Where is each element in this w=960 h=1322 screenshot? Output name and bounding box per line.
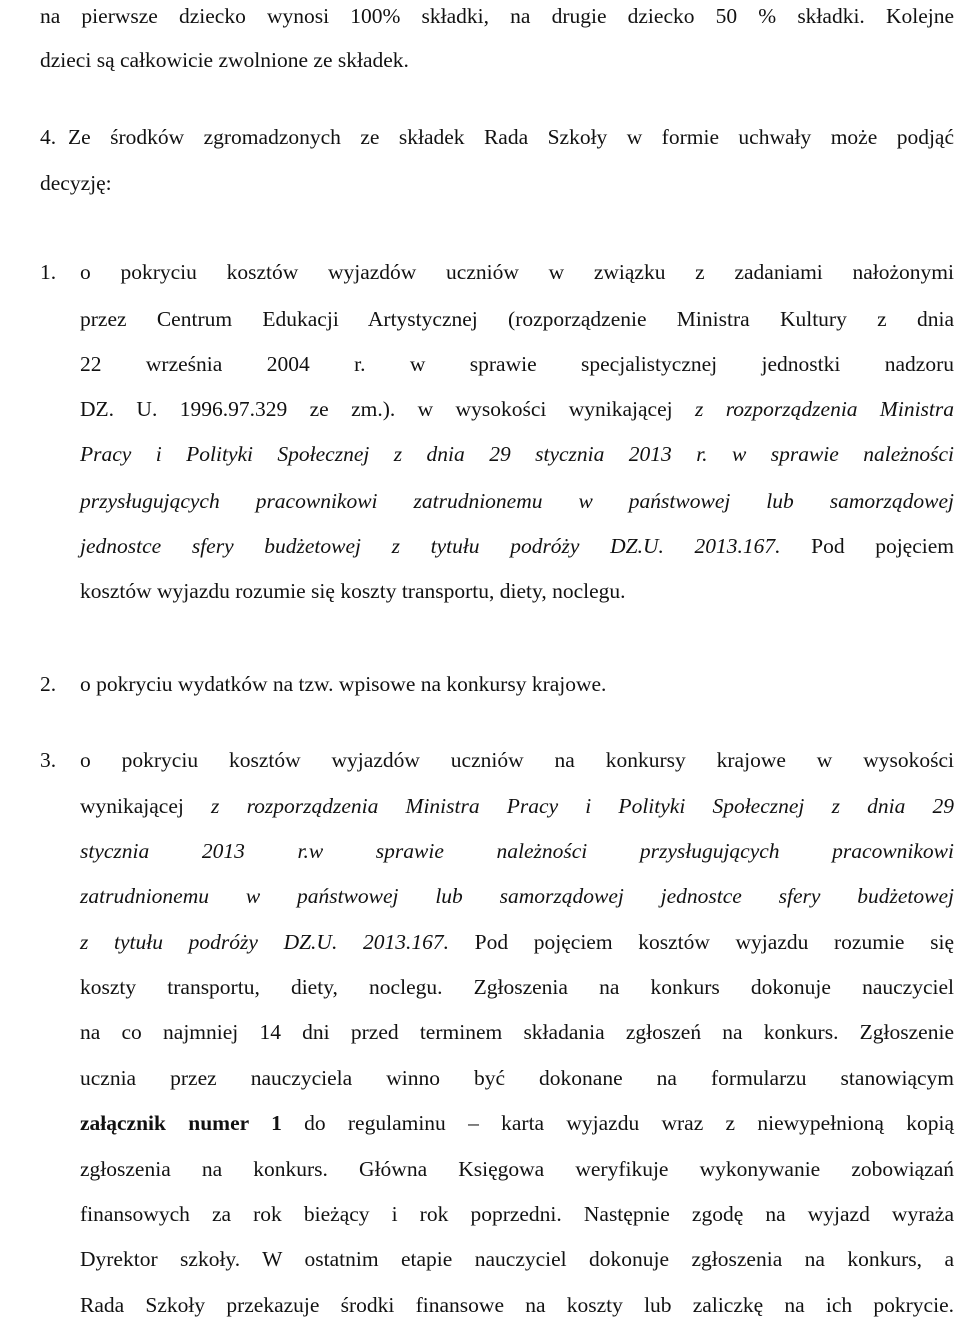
- text-run: Pod pojęciem: [780, 534, 954, 558]
- item-1-line: [80, 536, 954, 558]
- italic-text-run: z tytułu podróży DZ.U. 2013.167.: [80, 930, 449, 954]
- item-1-line: kosztów wyjazdu rozumie się koszty transportu, diety, noclegu.: [80, 579, 626, 603]
- text-run: wynikającej: [80, 794, 212, 818]
- italic-text-run: z rozporządzenia Ministra Pracy i Polityki Społecznej z dnia 29: [211, 794, 955, 818]
- item-1-line: o pokryciu kosztów wyjazdów uczniów w związku z zadaniami nałożonymi: [80, 260, 954, 284]
- italic-text-run: z rozporządzenia Ministra: [694, 397, 954, 421]
- text-run: do regulaminu – karta wyjazdu wraz z niewypełnioną kopią: [281, 1111, 954, 1135]
- item-3-line: ucznia przez nauczyciela winno być dokonane na formularzu stanowiącym: [80, 1066, 954, 1090]
- item-number: 1.: [40, 260, 57, 284]
- point-text: Ze środków zgromadzonych ze składek Rada Szkoły w formie uchwały może podjąć: [68, 125, 954, 149]
- item-3-line: Rada Szkoły przekazuje środki finansowe na koszty lub zaliczkę na ich pokrycie.: [80, 1293, 954, 1317]
- item-2-line: o pokryciu wydatków na tzw. wpisowe na konkursy krajowe.: [80, 672, 607, 696]
- item-1-line: przysługujących pracownikowi zatrudnionemu w państwowej lub samorządowej: [80, 489, 954, 513]
- item-3-line: [80, 796, 954, 818]
- bold-text-run: załącznik numer 1: [80, 1111, 282, 1135]
- item-number: 2.: [40, 672, 57, 696]
- point-4-line: [40, 127, 954, 149]
- item-1-line: 22 września 2004 r. w sprawie specjalistycznej jednostki nadzoru: [80, 352, 954, 376]
- italic-text-run: jednostce sfery budżetowej z tytułu podróży DZ.U. 2013.167.: [80, 534, 781, 558]
- item-1-line: przez Centrum Edukacji Artystycznej (rozporządzenie Ministra Kultury z dnia: [80, 307, 954, 331]
- item-3-line: o pokryciu kosztów wyjazdów uczniów na konkursy krajowe w wysokości: [80, 748, 954, 772]
- paragraph-line: na pierwsze dziecko wynosi 100% składki, na drugie dziecko 50 % składki. Kolejne: [40, 4, 954, 28]
- item-3-line: koszty transportu, diety, noclegu. Zgłoszenia na konkurs dokonuje nauczyciel: [80, 975, 954, 999]
- item-3-line: Dyrektor szkoły. W ostatnim etapie nauczyciel dokonuje zgłoszenia na konkurs, a: [80, 1247, 954, 1271]
- item-3-line: stycznia 2013 r.w sprawie należności przysługujących pracownikowi: [80, 839, 954, 863]
- item-1-line: Pracy i Polityki Społecznej z dnia 29 stycznia 2013 r. w sprawie należności: [80, 442, 954, 466]
- item-3-line: na co najmniej 14 dni przed terminem składania zgłoszeń na konkurs. Zgłoszenie: [80, 1020, 954, 1044]
- paragraph-line: dzieci są całkowicie zwolnione ze składek.: [40, 48, 409, 72]
- item-1-line: [80, 399, 954, 421]
- paragraph-line: decyzję:: [40, 171, 112, 195]
- item-3-line: zatrudnionemu w państwowej lub samorządowej jednostce sfery budżetowej: [80, 884, 954, 908]
- item-3-line: zgłoszenia na konkurs. Główna Księgowa weryfikuje wykonywanie zobowiązań: [80, 1157, 954, 1181]
- text-run: Pod pojęciem kosztów wyjazdu rozumie się: [449, 930, 955, 954]
- item-number: 3.: [40, 748, 57, 772]
- text-run: DZ. U. 1996.97.329 ze zm.). w wysokości wynikającej: [80, 397, 695, 421]
- point-number: 4.: [40, 125, 57, 149]
- item-3-line: finansowych za rok bieżący i rok poprzedni. Następnie zgodę na wyjazd wyraża: [80, 1202, 954, 1226]
- item-3-line: [80, 932, 954, 954]
- item-3-line: [80, 1113, 954, 1135]
